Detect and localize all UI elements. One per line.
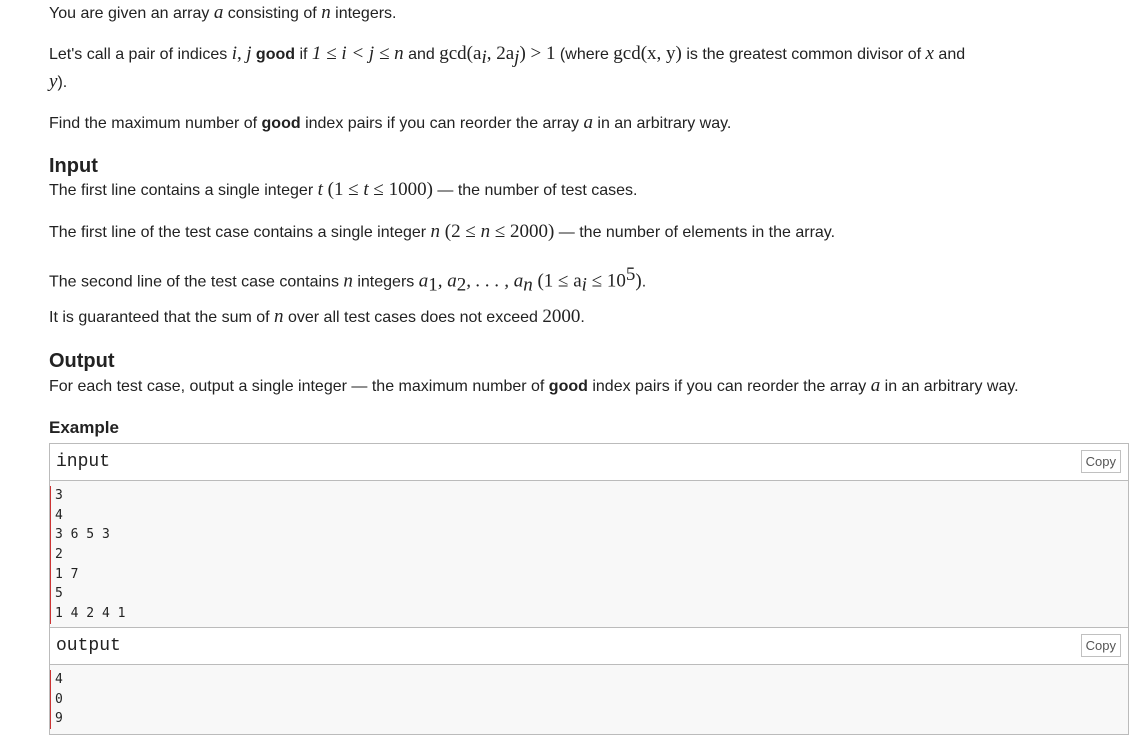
math-sub: 1 [428, 274, 438, 296]
text: You are given an array [49, 5, 214, 22]
math-j: j [246, 43, 252, 64]
math-constraint: (2 ≤ [440, 221, 481, 242]
math-gcd: gcd(a [439, 43, 482, 64]
text: — the number of test cases. [432, 182, 638, 199]
math-constraint: ≤ 10 [586, 270, 626, 292]
text: For each test case, output a single integer — the maximum number of [49, 378, 549, 395]
math-constraint: (1 ≤ [322, 179, 364, 200]
math-constraint: ) [635, 270, 642, 292]
example-input-label: input [56, 452, 111, 472]
math-sub: i [581, 274, 587, 296]
math-sub: n [523, 274, 533, 296]
math-n: n [321, 2, 331, 23]
example-line: 1 7 [50, 565, 1128, 585]
text: in an arbitrary way. [592, 115, 732, 132]
input-line-2 [49, 222, 835, 243]
example-line: 3 6 5 3 [50, 525, 1128, 545]
text: (where [555, 46, 614, 63]
math-seq: a [418, 270, 429, 292]
example-line: 2 [50, 545, 1128, 565]
example-input-header [50, 444, 1128, 481]
math-a: a [213, 2, 224, 23]
text: It is guaranteed that the sum of [49, 309, 275, 326]
text: ). [57, 74, 68, 91]
text: The first line contains a single integer [49, 182, 318, 199]
example-input-lines [50, 486, 1128, 624]
copy-output-button[interactable]: Copy [1081, 634, 1121, 657]
text: Find the maximum number of [49, 115, 262, 132]
bold-good: good [255, 46, 296, 63]
math-n: n [430, 221, 441, 242]
example-line: 4 [50, 670, 1128, 690]
math-constraint: (1 ≤ a [532, 270, 582, 292]
input-line-3 [49, 265, 646, 296]
math-i: i [231, 43, 237, 64]
math-x: x [925, 43, 934, 64]
example-line: 4 [50, 506, 1128, 526]
math-n: n [480, 221, 491, 242]
input-section-title: Input [49, 155, 98, 177]
bold-good: good [548, 378, 588, 395]
math-sub-j: j [514, 47, 520, 69]
input-line-4 [49, 307, 585, 328]
math-n: n [274, 306, 284, 327]
math-constraint: ≤ 2000) [490, 221, 555, 242]
math-comma: , [236, 43, 242, 64]
math-n: n [343, 270, 353, 292]
text: consisting of [223, 5, 322, 22]
math-a: a [583, 112, 593, 133]
math-y: y [49, 71, 58, 92]
example-line: 5 [50, 584, 1128, 604]
example-line: 0 [50, 690, 1128, 710]
example-output-label: output [56, 636, 121, 656]
bold-good: good [261, 115, 301, 132]
statement-paragraph-2 [49, 44, 965, 68]
text: . [641, 273, 647, 291]
text: The first line of the test case contains a single integer [49, 224, 431, 241]
math-value: 2000 [542, 306, 581, 327]
text: . [580, 309, 585, 326]
math-seq: , . . . , a [466, 270, 524, 292]
math-a: a [870, 375, 881, 396]
statement-paragraph-2-cont [49, 72, 67, 93]
math-sup: 5 [625, 264, 636, 285]
output-line-1 [49, 376, 1019, 397]
math-gcd: , 2a [486, 43, 515, 64]
text: index pairs if you can reorder the array [587, 378, 871, 395]
statement-paragraph-1 [49, 3, 397, 24]
text: in an arbitrary way. [880, 378, 1019, 395]
text: and [933, 46, 966, 63]
example-output-box [49, 627, 1129, 735]
text: integers. [330, 5, 397, 22]
example-output-lines [50, 670, 1128, 729]
copy-input-button[interactable]: Copy [1081, 450, 1121, 473]
statement-paragraph-3 [49, 113, 731, 134]
text: index pairs if you can reorder the array [300, 115, 584, 132]
text: Let's call a pair of indices [49, 46, 232, 63]
math-inequality: 1 ≤ i < j ≤ n [311, 43, 404, 64]
math-sub-i: i [481, 47, 487, 69]
math-gcd-xy: gcd(x, y) [613, 43, 682, 64]
example-output-header [50, 628, 1128, 665]
text: is the greatest common divisor of [681, 46, 926, 63]
math-constraint: ≤ 1000) [368, 179, 433, 200]
math-seq: , a [437, 270, 457, 292]
output-section-title: Output [49, 350, 115, 372]
text: if [295, 46, 312, 63]
example-input-box [49, 443, 1129, 628]
text: integers [352, 273, 419, 291]
math-gcd: ) > 1 [519, 43, 556, 64]
text: — the number of elements in the array. [554, 224, 836, 241]
example-line: 1 4 2 4 1 [50, 604, 1128, 624]
text: and [403, 46, 440, 63]
input-line-1 [49, 180, 637, 201]
math-t: t [317, 179, 323, 200]
math-t: t [363, 179, 369, 200]
example-title: Example [49, 418, 119, 437]
text: over all test cases does not exceed [283, 309, 543, 326]
example-line: 9 [50, 709, 1128, 729]
text: The second line of the test case contains [49, 273, 344, 291]
math-sub: 2 [456, 274, 467, 296]
example-line: 3 [50, 486, 1128, 506]
